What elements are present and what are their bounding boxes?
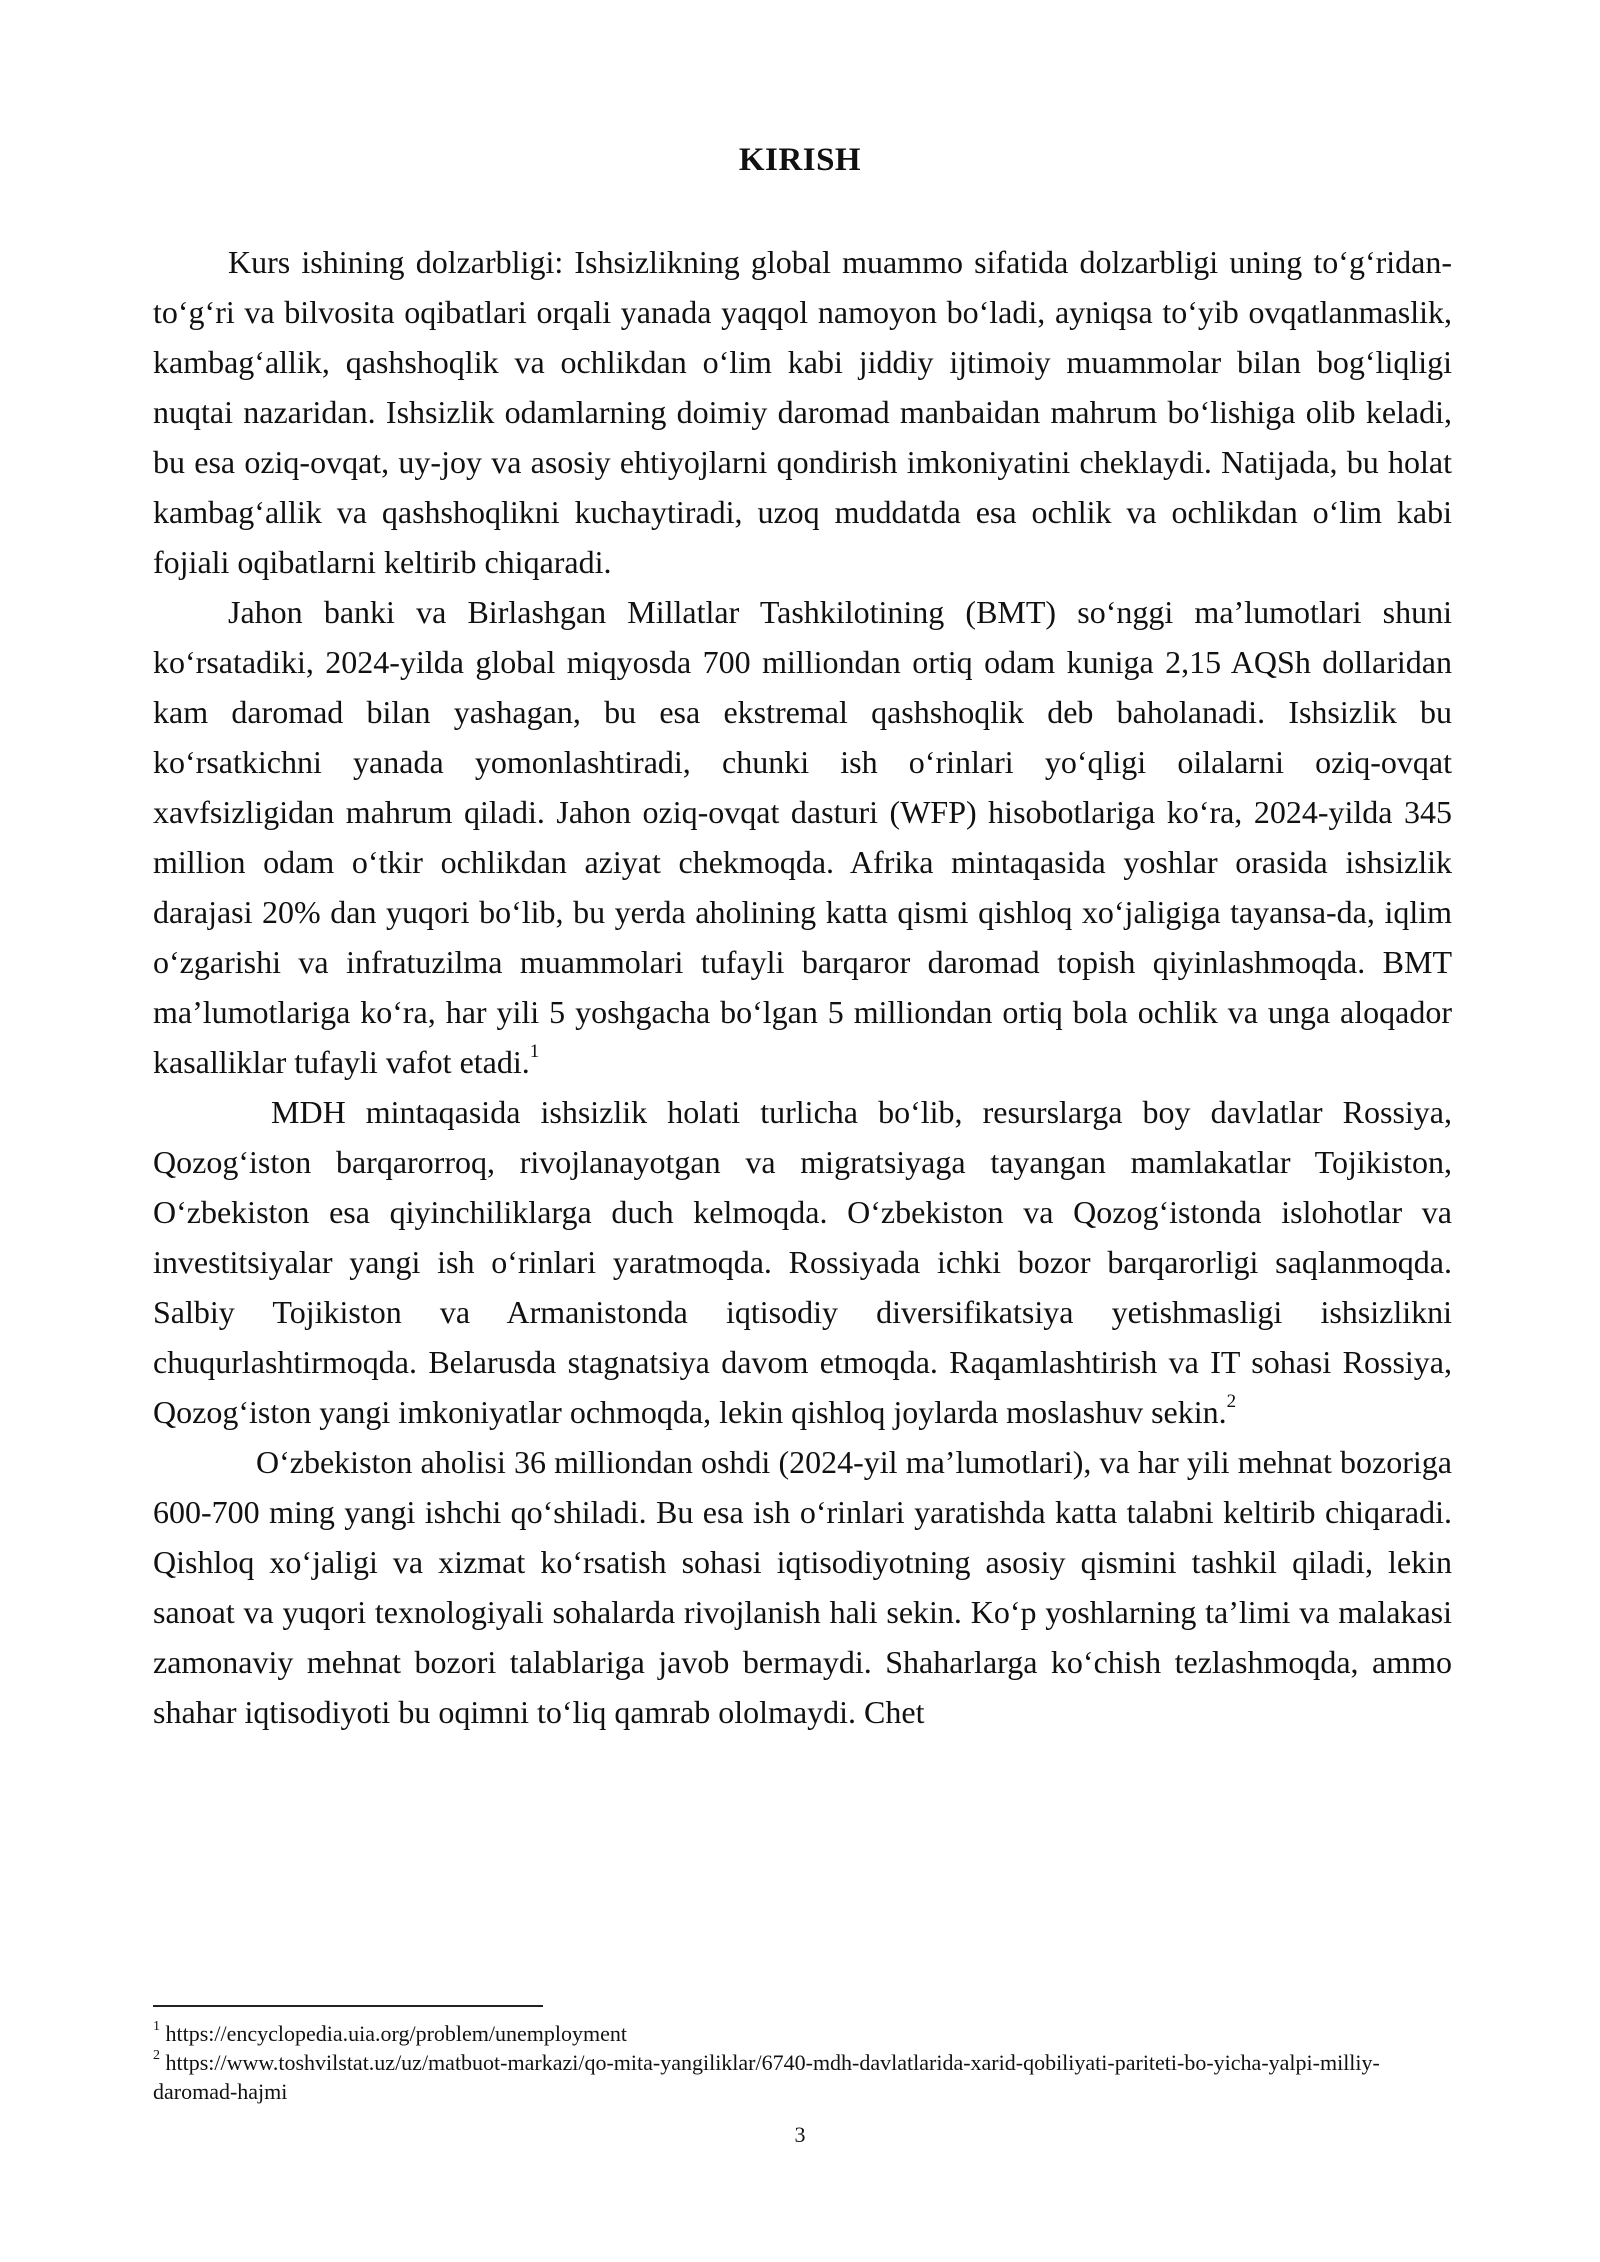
footnote-link[interactable]: https://www.toshvilstat.uz/uz/matbuot-markazi/qo-mita-yangiliklar/6740-mdh-davlatlarida-xarid-qobiliyati-pariteti-bo-yicha-yalpi-milliy-daromad-hajmi: [153, 2050, 1380, 2104]
footnote-reference[interactable]: 2: [1226, 1391, 1237, 1413]
footnote-marker: 2: [153, 2047, 160, 2063]
paragraph-text: O‘zbekiston aholisi 36 milliondan oshdi (2024-yil ma’lumotlari), va har yili mehnat bozoriga 600-700 ming yangi ishchi qo‘shiladi. Bu esa ish o‘rinlari yaratishda katta talabni keltirib chiqaradi. Qishloq xo‘jaligi va xizmat ko‘rsatish sohasi iqtisodiyotning asosiy qismini tashkil qiladi, lekin sanoat va yuqori texnologiyali sohalarda rivojlanish hali sekin. Ko‘p yoshlarning ta’limi va malakasi zamonaviy mehnat bozori talablariga javob bermaydi. Shaharlarga ko‘chish tezlashmoqda, ammo shahar iqtisodiyoti bu oqimni to‘liq qamrab ololmaydi. Chet: [153, 1444, 1452, 1730]
footnote-separator: [153, 2005, 543, 2007]
footnote-link[interactable]: https://encyclopedia.uia.org/problem/unemployment: [165, 2021, 627, 2046]
paragraph-uzbekistan: [153, 1437, 1452, 1737]
page-number: 3: [794, 2122, 806, 2147]
footnote-1: [153, 2019, 1452, 2048]
paragraph-text: MDH mintaqasida ishsizlik holati turlicha bo‘lib, resurslarga boy davlatlar Rossiya, Qozog‘iston barqarorroq, rivojlanayotgan va migratsiyaga tayangan mamlakatlar Tojikiston, O‘zbekiston esa qiyinchiliklarga duch kelmoqda. O‘zbekiston va Qozog‘istonda islohotlar va investitsiyalar yangi ish o‘rinlari yaratmoqda. Rossiyada ichki bozor barqarorligi saqlanmoqda. Salbiy Tojikiston va Armanistonda iqtisodiy diversifikatsiya yetishmasligi ishsizlikni chuqurlashtirmoqda. Belarusda stagnatsiya davom etmoqda. Raqamlashtirish va IT sohasi Rossiya, Qozog‘iston yangi imkoniyatlar ochmoqda, lekin qishloq joylarda moslashuv sekin.: [153, 1094, 1452, 1430]
footnote-reference[interactable]: 1: [529, 1041, 540, 1063]
paragraph-text: Jahon banki va Birlashgan Millatlar Tashkilotining (BMT) so‘nggi ma’lumotlari shuni ko‘rsatadiki, 2024-yilda global miqyosda 700 milliondan ortiq odam kuniga 2,15 AQSh dollaridan kam daromad bilan yashagan, bu esa ekstremal qashshoqlik deb baholanadi. Ishsizlik bu ko‘rsatkichni yanada yomonlashtiradi, chunki ish o‘rinlari yo‘qligi oilalarni oziq-ovqat xavfsizligidan mahrum qiladi. Jahon oziq-ovqat dasturi (WFP) hisobotlariga ko‘ra, 2024-yilda 345 million odam o‘tkir ochlikdan aziyat chekmoqda. Afrika mintaqasida yoshlar orasida ishsizlik darajasi 20% dan yuqori bo‘lib, bu yerda aholining katta qismi qishloq xo‘jaligiga tayansa-da, iqlim o‘zgarishi va infratuzilma muammolari tufayli barqaror daromad topish qiyinlashmoqda. BMT ma’lumotlariga ko‘ra, har yili 5 yoshgacha bo‘lgan 5 milliondan ortiq bola ochlik va unga aloqador kasalliklar tufayli vafot etadi.: [153, 594, 1452, 1080]
body-text: [153, 237, 1452, 1737]
footnote-marker: 1: [153, 2018, 160, 2034]
paragraph-text: Kurs ishining dolzarbligi: Ishsizlikning global muammo sifatida dolzarbligi uning to‘g‘ridan-to‘g‘ri va bilvosita oqibatlari orqali yanada yaqqol namoyon bo‘ladi, ayniqsa to‘yib ovqatlanmaslik, kambag‘allik, qashshoqlik va ochlikdan o‘lim kabi jiddiy ijtimoiy muammolar bilan bog‘liqligi nuqtai nazaridan. Ishsizlik odamlarning doimiy daromad manbaidan mahrum bo‘lishiga olib keladi, bu esa oziq-ovqat, uy-joy va asosiy ehtiyojlarni qondirish imkoniyatini cheklaydi. Natijada, bu holat kambag‘allik va qashshoqlikni kuchaytiradi, uzoq muddatda esa ochlik va ochlikdan o‘lim kabi fojiali oqibatlarni keltirib chiqaradi.: [153, 244, 1452, 580]
paragraph-relevance: [153, 237, 1452, 587]
page-title: KIRISH: [738, 142, 862, 178]
paragraph-global-data: [153, 587, 1452, 1087]
footnotes: [153, 2019, 1452, 2106]
footnote-2: [153, 2048, 1452, 2106]
paragraph-cis-region: [153, 1087, 1452, 1437]
